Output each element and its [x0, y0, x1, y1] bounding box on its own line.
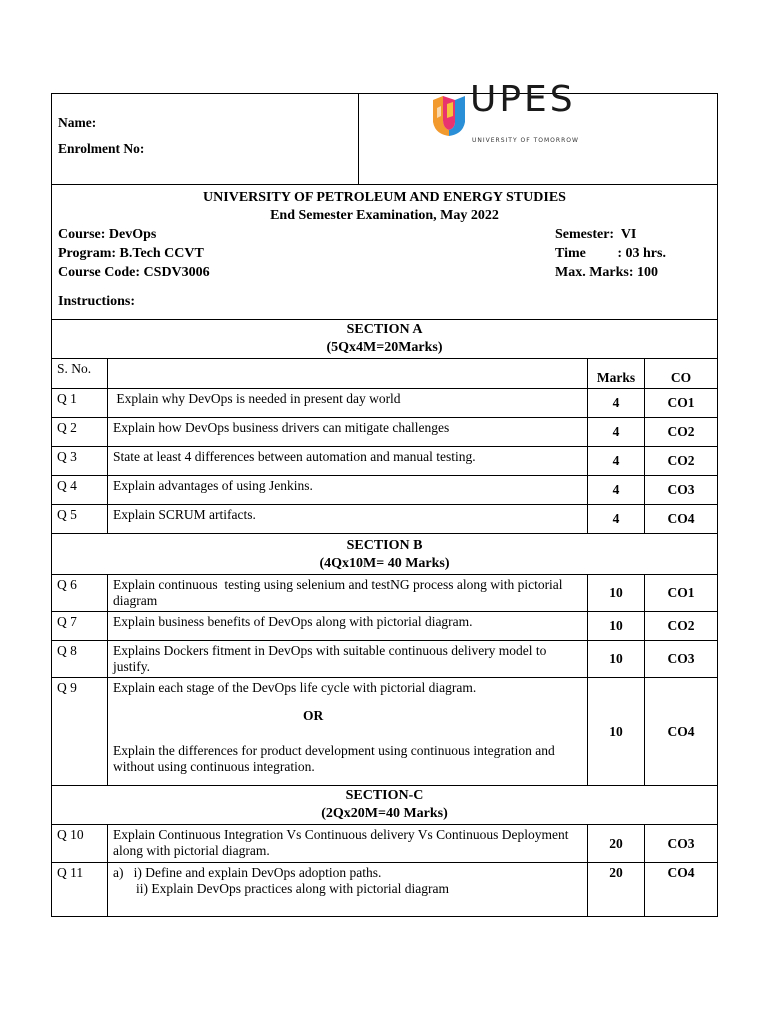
- section-c-title: SECTION-C: [345, 788, 424, 803]
- co-header: CO: [645, 359, 718, 389]
- logo-text: UPES: [470, 79, 576, 120]
- question-text: [108, 863, 588, 917]
- question-number: Q 1: [52, 389, 108, 418]
- question-number: Q 7: [52, 612, 108, 641]
- column-header-row: [52, 359, 718, 389]
- upes-logo: [429, 79, 589, 146]
- section-b-title: SECTION B: [346, 538, 423, 553]
- section-a-header: [52, 320, 718, 359]
- table-row: [52, 612, 718, 641]
- question-text: [108, 678, 588, 786]
- question-number: Q 4: [52, 476, 108, 505]
- question-marks: 4: [588, 476, 645, 505]
- question-text: Explain why DevOps is needed in present day world: [108, 389, 588, 418]
- question-co: CO4: [645, 678, 718, 786]
- table-row: [52, 825, 718, 863]
- course-label: Course: DevOps: [58, 227, 157, 242]
- sno-header: S. No.: [52, 359, 108, 389]
- question-marks: 10: [588, 575, 645, 612]
- exam-info-cell: [52, 185, 718, 320]
- max-marks-label: Max. Marks: 100: [555, 265, 659, 280]
- exam-table: [51, 79, 718, 917]
- question-number: Q 10: [52, 825, 108, 863]
- q9-part1: Explain each stage of the DevOps life cycle with pictorial diagram.: [113, 680, 477, 695]
- semester-label: Semester: VI: [555, 227, 637, 242]
- question-co: CO2: [645, 447, 718, 476]
- question-text: Explain SCRUM artifacts.: [108, 505, 588, 534]
- section-a-title: SECTION A: [346, 322, 423, 337]
- student-info-cell: [52, 94, 359, 185]
- question-header: [108, 359, 588, 389]
- marks-header: Marks: [588, 359, 645, 389]
- logo-tagline: UNIVERSITY OF TOMORROW: [472, 137, 579, 144]
- section-b-subtitle: (4Qx10M= 40 Marks): [319, 556, 450, 571]
- name-label: Name:: [58, 115, 97, 130]
- question-number: Q 9: [52, 678, 108, 786]
- upes-emblem-icon: [429, 94, 469, 138]
- instructions-label: Instructions:: [58, 294, 136, 309]
- question-number: Q 2: [52, 418, 108, 447]
- table-row: [52, 678, 718, 786]
- section-b-header: [52, 534, 718, 575]
- question-co: CO4: [645, 505, 718, 534]
- section-a-title-cell: [52, 320, 718, 359]
- exam-info-row: [52, 185, 718, 320]
- question-number: Q 6: [52, 575, 108, 612]
- exam-title: End Semester Examination, May 2022: [270, 208, 499, 223]
- question-number: Q 3: [52, 447, 108, 476]
- section-b-title-cell: [52, 534, 718, 575]
- table-row: [52, 863, 718, 917]
- table-row: [52, 389, 718, 418]
- question-number: Q 5: [52, 505, 108, 534]
- question-marks: 20: [588, 825, 645, 863]
- question-marks: 4: [588, 505, 645, 534]
- question-marks: 4: [588, 389, 645, 418]
- question-co: CO1: [645, 575, 718, 612]
- question-co: CO2: [645, 418, 718, 447]
- table-row: [52, 575, 718, 612]
- question-marks: 10: [588, 612, 645, 641]
- question-number: Q 8: [52, 641, 108, 678]
- question-co: CO4: [645, 863, 718, 917]
- question-co: CO3: [645, 476, 718, 505]
- q9-part2: Explain the differences for product development using continuous integration and without using continuous integration.: [113, 743, 555, 774]
- section-a-subtitle: (5Qx4M=20Marks): [326, 340, 443, 355]
- question-co: CO3: [645, 825, 718, 863]
- header-row: [52, 94, 718, 185]
- course-code-label: Course Code: CSDV3006: [58, 265, 210, 280]
- section-c-header: [52, 786, 718, 825]
- table-row: [52, 476, 718, 505]
- question-text: Explain Continuous Integration Vs Continuous delivery Vs Continuous Deployment along with pictorial diagram.: [108, 825, 588, 863]
- question-co: CO2: [645, 612, 718, 641]
- question-co: CO3: [645, 641, 718, 678]
- enrolment-label: Enrolment No:: [58, 141, 145, 156]
- question-co: CO1: [645, 389, 718, 418]
- question-text: Explains Dockers fitment in DevOps with suitable continuous delivery model to justify.: [108, 641, 588, 678]
- question-text: Explain business benefits of DevOps along with pictorial diagram.: [108, 612, 588, 641]
- table-row: [52, 641, 718, 678]
- time-label: Time : 03 hrs.: [555, 246, 666, 261]
- q11-line1: a) i) Define and explain DevOps adoption paths.: [113, 865, 382, 880]
- question-marks: 10: [588, 641, 645, 678]
- table-row: [52, 447, 718, 476]
- logo-cell: [359, 79, 718, 185]
- table-row: [52, 418, 718, 447]
- question-marks: 20: [588, 863, 645, 917]
- question-marks: 10: [588, 678, 645, 786]
- question-text: State at least 4 differences between automation and manual testing.: [108, 447, 588, 476]
- question-number: Q 11: [52, 863, 108, 917]
- question-text: Explain continuous testing using selenium and testNG process along with pictorial diagram: [108, 575, 588, 612]
- question-text: Explain how DevOps business drivers can mitigate challenges: [108, 418, 588, 447]
- exam-paper: [51, 79, 717, 917]
- university-name: UNIVERSITY OF PETROLEUM AND ENERGY STUDIES: [203, 190, 566, 205]
- q11-line2: ii) Explain DevOps practices along with pictorial diagram: [136, 881, 450, 896]
- question-text: Explain advantages of using Jenkins.: [108, 476, 588, 505]
- program-label: Program: B.Tech CCVT: [58, 246, 204, 261]
- section-c-title-cell: [52, 786, 718, 825]
- section-c-subtitle: (2Qx20M=40 Marks): [321, 806, 448, 821]
- question-marks: 4: [588, 447, 645, 476]
- table-row: [52, 505, 718, 534]
- q9-or: OR: [303, 708, 324, 723]
- question-marks: 4: [588, 418, 645, 447]
